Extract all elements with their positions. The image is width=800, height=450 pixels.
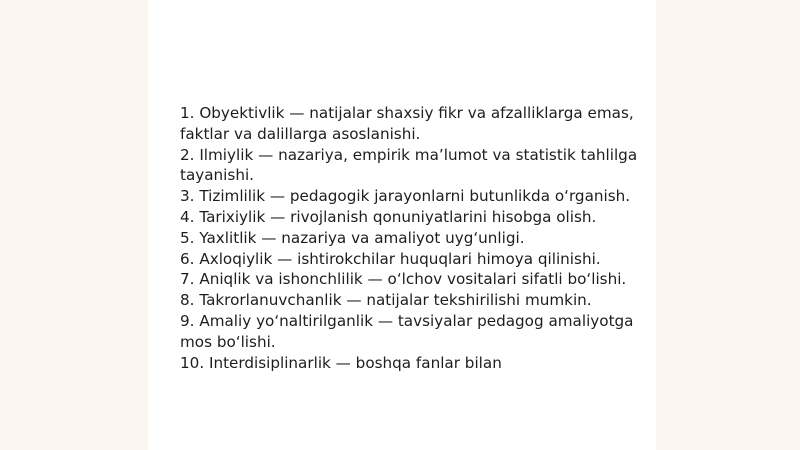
list-item: 10. Interdisiplinarlik — boshqa fanlar bilan (180, 353, 502, 372)
list-item: 9. Amaliy yo‘naltirilganlik — tavsiyalar pedagog amaliyotga mos bo‘lishi. (180, 311, 634, 351)
list-item: 1. Obyektivlik — natijalar shaxsiy fikr va afzalliklarga emas, faktlar va dalillarga asoslanishi. (180, 104, 634, 143)
list-item: 6. Axloqiylik — ishtirokchilar huquqlari himoya qilinishi. (180, 249, 601, 268)
document-page (148, 0, 656, 450)
list-item: 8. Takrorlanuvchanlik — natijalar tekshirilishi mumkin. (180, 291, 592, 310)
list-item: 7. Aniqlik va ishonchlilik — o‘lchov vositalari sifatli bo‘lishi. (180, 270, 627, 289)
list-item: 5. Yaxlitlik — nazariya va amaliyot uyg‘unligi. (180, 228, 525, 247)
list-item: 3. Tizimlilik — pedagogik jarayonlarni butunlikda o‘rganish. (180, 187, 631, 206)
list-item: 4. Tarixiylik — rivojlanish qonuniyatlarini hisobga olish. (180, 207, 597, 226)
list-item: 2. Ilmiylik — nazariya, empirik ma’lumot va statistik tahlilga tayanishi. (180, 145, 638, 185)
principles-list (180, 103, 642, 373)
